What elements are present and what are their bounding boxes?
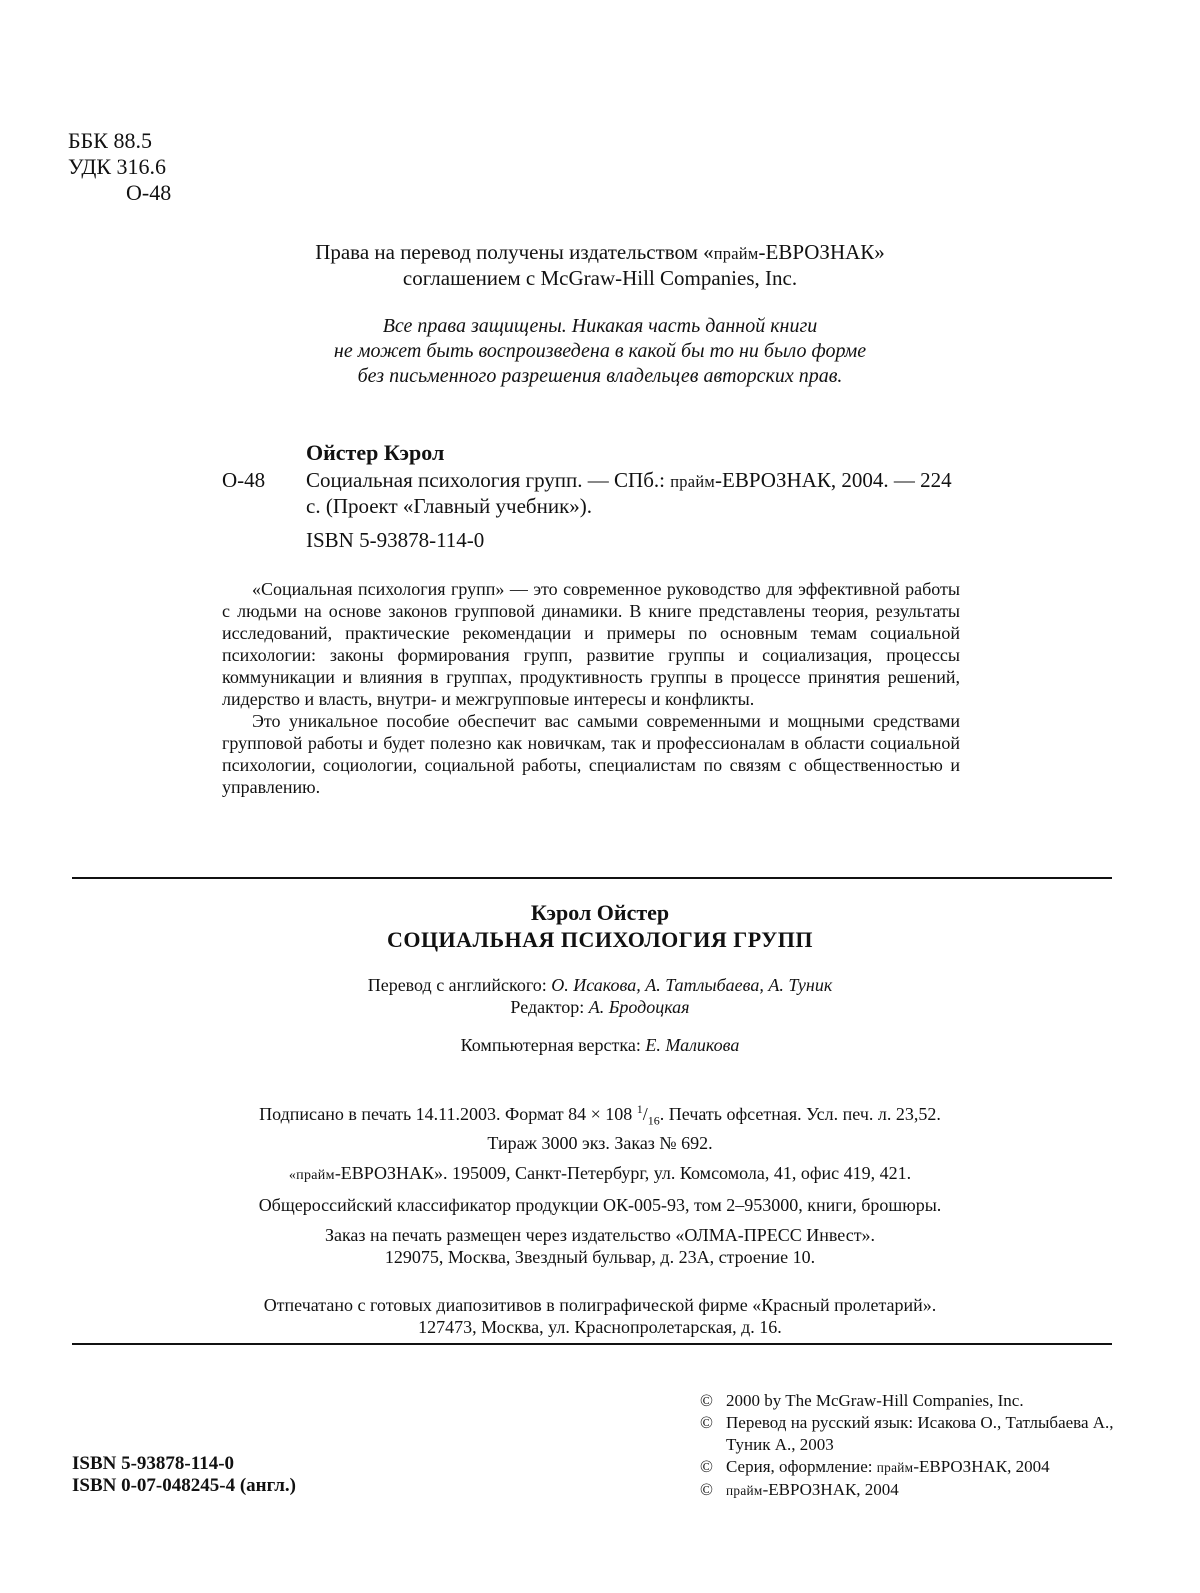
reserved-line: Все права защищены. Никакая часть данной книги <box>382 315 818 337</box>
imprint-translation: Перевод с английского: О. Исакова, А. Татлыбаева, А. Туник <box>367 975 833 995</box>
isbn-line: ISBN 0-07-048245-4 (англ.) <box>72 1475 297 1496</box>
rights-line-2: соглашением с McGraw-Hill Companies, Inc. <box>402 266 798 290</box>
abstract <box>222 578 960 798</box>
abstract-paragraph: «Социальная психология групп» — это современное руководство для эффективной работы с людьми на основе законов групповой динамики. В книге представлены теория, результаты исследований, практические рекомендации и примеры по основным темам социальной психологии: законы формирования групп, развитие группы и социализация, процессы коммуникации и влияния в группах, продуктивность группы в процессе принятия решений, лидерство и власть, внутри- и межгрупповые интересы и конфликты. <box>222 579 960 709</box>
isbn-line: ISBN 5-93878-114-0 <box>72 1453 235 1474</box>
order-line: Заказ на печать размещен через издательство «ОЛМА-ПРЕСС Инвест». <box>324 1224 876 1245</box>
signed-line: Подписано в печать 14.11.2003. Формат 84 × 108 $^1/_{16}$. Печать офсетная. Усл. печ. л. 23,52. <box>259 1102 941 1128</box>
copyright-icon: © <box>700 1457 713 1476</box>
circulation-line: Тираж 3000 экз. Заказ № 692. <box>487 1132 713 1153</box>
copyright-icon: © <box>700 1413 713 1432</box>
rights-line-1: Права на перевод получены издательством «прайм-ЕВРОЗНАК» <box>315 240 885 264</box>
classification-codes <box>68 128 208 206</box>
copyright-line: © 2000 by The McGraw-Hill Companies, Inc. <box>700 1391 1024 1410</box>
classifier-line: Общероссийский классификатор продукции ОК-005-93, том 2–953000, книги, брошюры. <box>258 1194 942 1215</box>
copyright-line: © прайм-ЕВРОЗНАК, 2004 <box>700 1479 1120 1502</box>
copyright-line: © Перевод на русский язык: Исакова О., Татлыбаева А., Туник А., 2003 <box>700 1413 1114 1454</box>
author-sign-code: О-48 <box>126 180 172 205</box>
print-info <box>0 1098 1200 1338</box>
imprint-author: Кэрол Ойстер <box>530 900 670 925</box>
abstract-paragraph: Это уникальное пособие обеспечит вас самыми современными и мощными средствами групповой работы и будет полезно как новичкам, так и профессионалам в области социальной психологии, социологии, социальной работы, специалистам по связям с общественностью и управлению. <box>222 711 960 797</box>
reserved-notice <box>0 314 1200 389</box>
imprint-layout: Компьютерная верстка: Е. Маликова <box>460 1035 740 1055</box>
rights-notice <box>0 240 1200 291</box>
biblio-code: О-48 <box>222 468 266 492</box>
udk-code: УДК 316.6 <box>68 154 167 179</box>
imprint-editor: Редактор: А. Бродоцкая <box>510 997 690 1017</box>
isbn-block <box>72 1453 296 1497</box>
printed-line: Отпечатано с готовых диапозитивов в полиграфической фирме «Красный пролетарий». <box>263 1294 937 1315</box>
copyright-line: © Серия, оформление: прайм-ЕВРОЗНАК, 2004 <box>700 1456 1120 1479</box>
imprint <box>0 900 1200 1056</box>
printed-address-line: 127473, Москва, ул. Краснопролетарская, д. 16. <box>418 1316 782 1337</box>
bbk-code: ББК 88.5 <box>68 128 152 153</box>
biblio-description: Социальная психология групп. — СПб.: прайм-ЕВРОЗНАК, 2004. — 224 с. (Проект «Главный учебник»). <box>306 468 952 518</box>
publisher-line: «прайм-ЕВРОЗНАК». 195009, Санкт-Петербург, ул. Комсомола, 41, офис 419, 421. <box>288 1162 912 1183</box>
reserved-line: без письменного разрешения владельцев авторских прав. <box>357 365 843 387</box>
biblio-isbn: ISBN 5-93878-114-0 <box>306 528 485 552</box>
reserved-line: не может быть воспроизведена в какой бы то ни было форме <box>333 340 867 362</box>
imprint-title: СОЦИАЛЬНАЯ ПСИХОЛОГИЯ ГРУПП <box>386 927 814 952</box>
divider-bottom <box>72 1343 1112 1345</box>
copyright-block <box>700 1390 1120 1502</box>
copyright-icon: © <box>700 1480 713 1499</box>
divider-top <box>72 877 1112 879</box>
biblio-author: Ойстер Кэрол <box>306 440 445 465</box>
copyright-icon: © <box>700 1391 713 1410</box>
order-address-line: 129075, Москва, Звездный бульвар, д. 23А, строение 10. <box>384 1246 816 1267</box>
